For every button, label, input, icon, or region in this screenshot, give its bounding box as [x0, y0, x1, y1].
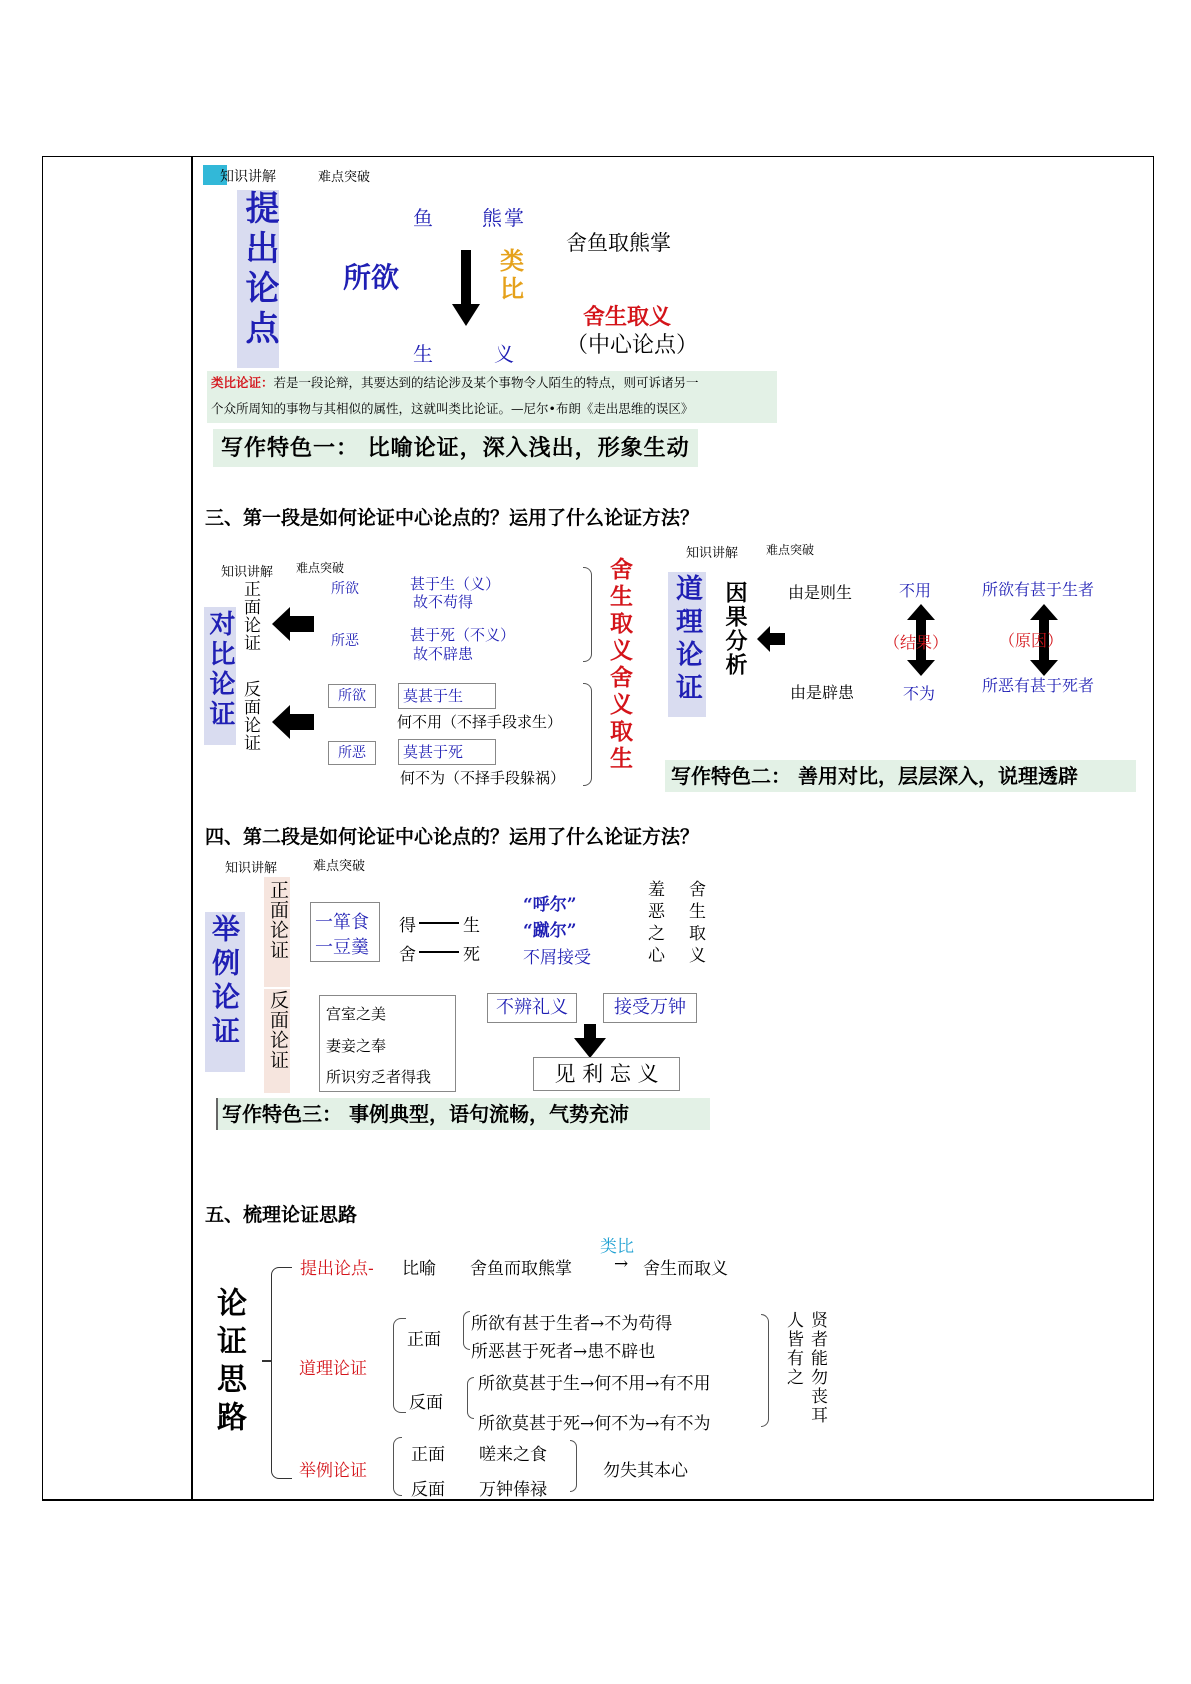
bracket-negative — [583, 683, 592, 786]
feature-two: 写作特色二： 善用对比，层层深入，说理透辟 — [665, 760, 1136, 792]
label-hebuyong: 何不用（不择手段求生） — [397, 713, 563, 731]
left-arrow-icon — [757, 626, 785, 652]
main-bracket — [271, 1267, 292, 1479]
vertical-title-daoli: 道理论证 — [671, 574, 702, 706]
label-leibi-5: 类比 — [600, 1237, 634, 1257]
label-qiqie: 妻妾之奉 — [326, 1037, 387, 1055]
heading-three: 三、第一段是如何论证中心论点的？运用了什么论证方法？ — [205, 508, 700, 529]
label-youshi-sheng: 由是则生 — [788, 583, 853, 602]
label-right-c1: 人皆有之 — [783, 1311, 803, 1387]
feature-one: 写作特色一： 比喻论证，深入浅出，形象生动 — [213, 429, 698, 467]
left-arrow-icon — [272, 607, 314, 641]
label-buxie: 不屑接受 — [523, 948, 591, 968]
tab-knowledge-3[interactable]: 知识讲解 — [221, 564, 274, 579]
label-yinguo: 因果分析 — [723, 581, 748, 677]
dash-line — [419, 951, 459, 953]
label-arrow-5: → — [614, 1254, 629, 1274]
heading-four: 四、第二段是如何论证中心论点的？运用了什么论证方法？ — [205, 827, 700, 848]
down-arrow-icon — [452, 250, 480, 326]
zheng-bracket — [463, 1311, 470, 1350]
label-hebuwei: 何不为（不择手段躲祸） — [400, 769, 566, 787]
box-neg-suowu: 所恶 — [328, 741, 376, 765]
analogy-text-2: 个众所周知的事物与其相似的属性，这就叫类比论证。—尼尔•布朗《走出思维的误区》 — [211, 401, 694, 416]
label-shenyusi: 甚于死（不义） — [410, 626, 516, 644]
bracket-positive — [583, 567, 592, 662]
label-xiongzhang: 熊掌 — [482, 206, 526, 230]
juli-right-bracket — [570, 1440, 577, 1492]
label-buyong: 不用 — [899, 581, 932, 600]
label-sheng: 生 — [413, 342, 433, 366]
vertical-title-silu: 论证思路 — [211, 1287, 246, 1439]
label-sheshengquyi-4: 舍生取义 — [685, 880, 705, 968]
label-yu: 鱼 — [413, 206, 433, 230]
label-cuer: “蹴尔” — [523, 921, 577, 941]
label-line1: 所欲有甚于生者→不为苟得 — [471, 1314, 673, 1334]
label-daoli: 道理论证 — [299, 1359, 367, 1379]
right-bracket — [761, 1314, 769, 1427]
label-line2: 所恶甚于死者→患不辟也 — [471, 1342, 656, 1362]
heading-five: 五、梳理论证思路 — [205, 1205, 358, 1226]
label-de: 得 — [399, 916, 416, 936]
down-arrow-icon — [574, 1024, 606, 1058]
daoli-bracket — [393, 1318, 406, 1413]
label-sheng-4: 生 — [463, 916, 480, 936]
label-zhengmian: 正面 — [407, 1330, 441, 1350]
label-shenyusheng: 甚于生（义） — [410, 575, 501, 593]
box-mo-si: 莫甚于死 — [398, 739, 496, 765]
left-arrow-icon — [272, 705, 314, 739]
tab-knowledge-4[interactable]: 知识讲解 — [225, 860, 278, 875]
label-bugoude: 故不苟得 — [413, 593, 474, 611]
label-leibi-2: 比 — [500, 274, 524, 303]
box-mo-sheng: 莫甚于生 — [398, 683, 496, 709]
label-suoyu-3: 所欲 — [331, 581, 359, 597]
label-suoyu: 所欲 — [343, 261, 400, 294]
label-she: 舍 — [399, 945, 416, 965]
label-sheshengquyi: 舍生取义 — [583, 304, 672, 329]
label-si: 死 — [463, 945, 480, 965]
label-biyu: 比喻 — [402, 1259, 436, 1279]
vertical-title-duibi: 对比论证 — [205, 610, 235, 730]
label-negative: 反面论证 — [241, 680, 260, 752]
vertical-title-juli: 举例论证 — [208, 914, 241, 1050]
box-neg-suoyu: 所欲 — [328, 684, 376, 708]
label-suowu-si: 所恶有甚于死者 — [982, 676, 1095, 695]
label-huer: “呼尔” — [523, 895, 577, 915]
label-center-point: （中心论点） — [566, 332, 699, 357]
tab-difficulty[interactable]: 难点突破 — [318, 169, 371, 184]
tab-knowledge-3b[interactable]: 知识讲解 — [686, 545, 739, 560]
label-fan2: 反面 — [411, 1480, 445, 1500]
table-column-divider — [191, 156, 193, 1499]
label-tichu: 提出论点- — [300, 1259, 374, 1279]
label-buwei: 不为 — [903, 684, 936, 703]
label-fanmian: 反面 — [409, 1393, 443, 1413]
label-dou: 一豆羹 — [315, 937, 369, 958]
label-youshi-huan: 由是辟患 — [790, 683, 855, 702]
label-suowu-3: 所恶 — [331, 633, 359, 649]
label-suoyou-sheng: 所欲有甚于生者 — [982, 580, 1095, 599]
juli-bracket — [393, 1437, 402, 1496]
tab-difficulty-4[interactable]: 难点突破 — [313, 858, 366, 873]
label-gongshi: 宫室之美 — [326, 1005, 387, 1023]
tab-difficulty-3b[interactable]: 难点突破 — [766, 543, 815, 557]
label-line3: 所欲莫甚于生→何不用→有不用 — [478, 1374, 711, 1394]
label-line4: 所欲莫甚于死→何不为→有不为 — [478, 1414, 711, 1434]
main-bracket-tick — [262, 1360, 272, 1362]
vertical-red-text: 舍生取义舍义取生 — [606, 557, 633, 773]
label-zheng2: 正面 — [411, 1445, 445, 1465]
label-sheyu-5: 舍鱼而取熊掌 — [470, 1259, 572, 1279]
label-leibi-1: 类 — [500, 246, 524, 275]
label-negative-4: 反面论证 — [267, 990, 288, 1070]
label-wushi: 勿失其本心 — [603, 1461, 688, 1481]
label-sheyu: 舍鱼取熊掌 — [566, 232, 671, 255]
label-jieguo: （结果） — [884, 633, 949, 652]
label-positive: 正面论证 — [241, 580, 260, 652]
analogy-label: 类比论证： — [211, 375, 274, 390]
label-suoshi: 所识穷乏者得我 — [326, 1068, 432, 1086]
tab-knowledge[interactable]: 知识讲解 — [220, 168, 276, 184]
label-wanzhong: 万钟俸禄 — [479, 1480, 547, 1500]
label-yuanyin: （原因） — [999, 631, 1064, 650]
label-dan: 一箪食 — [315, 912, 369, 933]
label-xiuwu: 羞恶之心 — [644, 880, 664, 968]
analogy-text-1: 若是一段论辩，其要达到的结论涉及某个事物令人陌生的特点，则可诉诸另一 — [273, 375, 699, 390]
label-yi: 义 — [494, 342, 514, 366]
fan-bracket — [467, 1377, 474, 1419]
label-sheshengquyi-5: 舍生而取义 — [643, 1259, 728, 1279]
box-jieshou: 接受万钟 — [603, 993, 697, 1023]
box-bubian: 不辨礼义 — [487, 993, 577, 1023]
label-jielai: 嗟来之食 — [479, 1445, 547, 1465]
label-right-c2: 贤者能勿丧耳 — [807, 1311, 827, 1425]
label-bubihuan: 故不辟患 — [413, 645, 474, 663]
tab-difficulty-3[interactable]: 难点突破 — [296, 561, 345, 575]
dash-line — [419, 922, 459, 924]
vertical-title-tichu: 提出论点 — [239, 190, 279, 350]
box-jianli: 见 利 忘 义 — [533, 1057, 680, 1091]
label-juli-5: 举例论证 — [299, 1461, 367, 1481]
feature-three: 写作特色三： 事例典型，语句流畅，气势充沛 — [216, 1098, 710, 1130]
analogy-box — [207, 371, 777, 423]
label-positive-4: 正面论证 — [267, 880, 288, 960]
